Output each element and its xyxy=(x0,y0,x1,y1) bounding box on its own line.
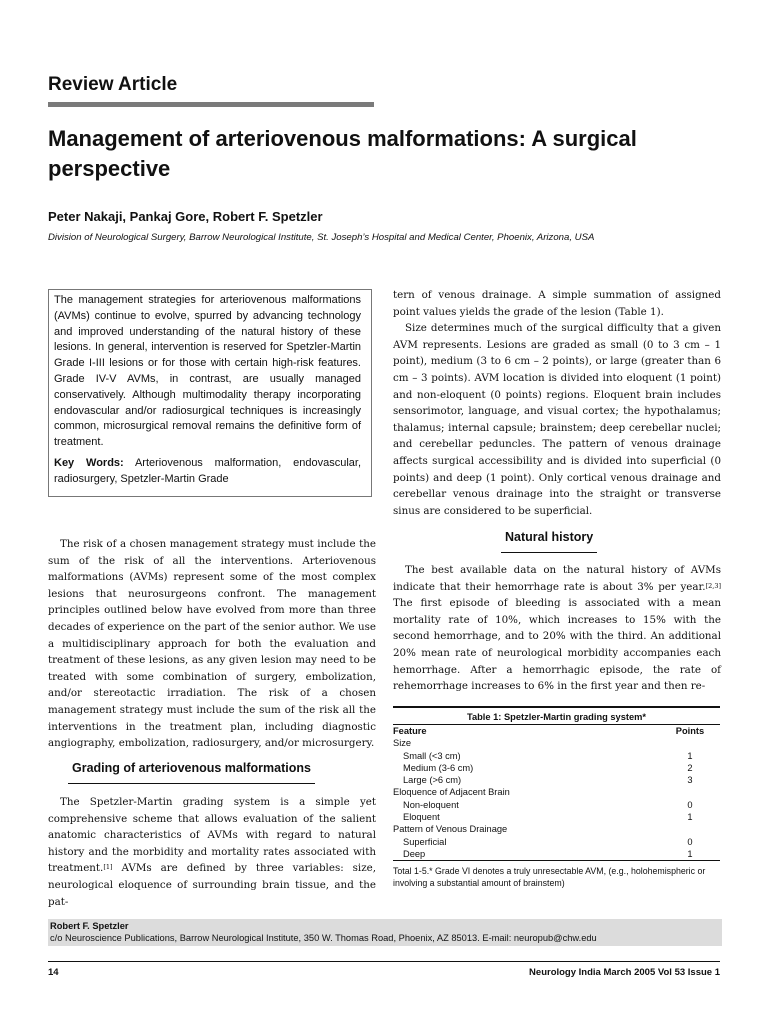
table-header-row xyxy=(393,725,720,737)
table-cell-feature: Eloquence of Adjacent Brain xyxy=(393,787,510,798)
table-body xyxy=(393,737,720,860)
table-cell-feature: Large (>6 cm) xyxy=(403,775,462,786)
table-cell-points xyxy=(660,786,720,798)
citation-ref: [1] xyxy=(103,863,113,872)
table-cell-feature: Non-eloquent xyxy=(403,799,459,810)
abstract-box xyxy=(48,289,372,497)
table-row xyxy=(393,823,720,835)
table-row xyxy=(393,811,720,823)
table-row xyxy=(393,750,720,762)
correspondence-name: Robert F. Spetzler xyxy=(50,921,129,931)
natural-history-column xyxy=(393,562,721,695)
table-row xyxy=(393,737,720,749)
natural-history-heading xyxy=(505,530,593,544)
table-row xyxy=(393,762,720,774)
intro-paragraph: The risk of a chosen management strategy must include the sum of the risk of all the interventions. Arteriovenous malformations (AVMs) represent some of the most complex lesions that neurosurgeons confront. The management principles outlined below have evolved from more than three decades of experience on the part of the senior author. We use a multidisciplinary approach for both the evaluation and treatment of these lesions, as any given lesion may need to be treated with some combination of surgery, embolization, and/or stereotactic irradiation. The risk of a chosen management strategy must include the sum of the risk all the interventions in the treatment plan, including diagnostic angiography, embolization, radiosurgery, and/or microsurgery. xyxy=(48,538,376,750)
table-header-points: Points xyxy=(675,726,705,736)
section-label: Review Article xyxy=(48,74,178,95)
table-cell-points: 0 xyxy=(687,836,693,847)
correspondence-box xyxy=(48,919,722,946)
table-row xyxy=(393,848,720,860)
grading-paragraph-1 xyxy=(48,794,376,910)
table-header-feature: Feature xyxy=(393,726,427,736)
footer-rule xyxy=(48,961,720,962)
natural-history-text-a: The best available data on the natural history of AVMs indicate that their hemorrhage rate is about 3% per year. xyxy=(393,564,721,593)
grading-text-b: AVMs are defined by three variables: size, neurological eloquence of surrounding brain tissue, and the pat- xyxy=(48,862,376,908)
table-cell-points: 0 xyxy=(687,799,693,810)
article-title: Management of arteriovenous malformations: A surgical perspective xyxy=(48,126,637,181)
natural-history-heading-text: Natural history xyxy=(505,530,594,544)
grading-table xyxy=(393,706,720,889)
grading-column-right xyxy=(393,287,721,519)
table-footnote: Total 1-5.* Grade VI denotes a truly unresectable AVM, (e.g., holohemispheric or involving a substantial amount of brainstem) xyxy=(393,866,706,889)
natural-history-text-b: The first episode of bleeding is associated with a mean mortality rate of 10%, which increases to 15% with the second hemorrhage, and to 20% with the third. An additional 20% mean rate of neurological morbidity accompanies each hemorrhage. After a hemorrhagic episode, the rate of rehemorrhage increases to 6% in the first year and then re- xyxy=(393,597,721,693)
grading-heading-text: Grading of arteriovenous malformations xyxy=(72,761,311,775)
table-cell-points: 3 xyxy=(687,775,693,786)
table-cell-points: 1 xyxy=(687,750,693,761)
table-row xyxy=(393,799,720,811)
heading-underline xyxy=(501,552,597,553)
table-cell-feature: Deep xyxy=(403,848,426,859)
table-row xyxy=(393,836,720,848)
grading-paragraph-1-cont: tern of venous drainage. A simple summation of assigned point values yields the grade of the lesion (Table 1). xyxy=(393,289,721,318)
table-cell-points: 1 xyxy=(687,848,693,859)
table-cell-points xyxy=(660,737,720,749)
table-cell-feature: Pattern of Venous Drainage xyxy=(393,824,508,835)
grading-paragraph-2: Size determines much of the surgical difficulty that a given AVM represents. Lesions are graded as small (0 to 3 cm – 1 point), medium (3 to 6 cm – 2 points), or large (greater than 6 cm – 3 points). AVM location is divided into eloquent (1 point) and non-eloquent (0 points) regions. Eloquent brain includes sensorimotor, language, and visual cortex; the hypothalamus; thalamus; internal capsule; brainstem; deep cerebellar nuclei; and cerebellar peduncles. The pattern of venous drainage affects surgical accessibility and is divided into superficial (0 points) and deep (1 point). Only cortical venous drainage and cerebellar venous drainage into the straight or transverse sinus are considered to be superficial. xyxy=(393,322,721,517)
journal-citation: Neurology India March 2005 Vol 53 Issue 1 xyxy=(529,967,720,978)
abstract-text: The management strategies for arteriovenous malformations (AVMs) continue to evolve, spurred by advancing technology and improved understanding of the natural history of these lesions. In general, intervention is reserved for Spetzler-Martin Grade I-III lesions or for those with certain high-risk features. Grade IV-V AVMs, in contrast, are usually managed conservatively. Although multimodality therapy incorporating endovascular and/or radiosurgical techniques is increasingly common, microsurgical removal remains the definitive form of treatment. xyxy=(54,294,361,449)
table-cell-feature: Medium (3-6 cm) xyxy=(403,762,474,773)
keywords xyxy=(54,456,361,488)
keywords-text: Arteriovenous malformation, endovascular, radiosurgery, Spetzler-Martin Grade xyxy=(54,456,361,485)
keywords-label: Key Words: xyxy=(54,456,124,469)
table-cell-points: 1 xyxy=(687,812,693,823)
table-cell-feature: Superficial xyxy=(403,836,447,847)
table-row xyxy=(393,774,720,786)
table-cell-feature: Size xyxy=(393,738,412,749)
correspondence-address: c/o Neuroscience Publications, Barrow Neurological Institute, 350 W. Thomas Road, Phoenix, AZ 85013. E-mail: neuropub@chw.edu xyxy=(50,932,597,943)
grading-heading xyxy=(72,761,311,775)
table-row xyxy=(393,786,720,798)
page-number: 14 xyxy=(48,967,59,978)
table-cell-points: 2 xyxy=(687,762,693,773)
table-cell-feature: Small (<3 cm) xyxy=(403,750,461,761)
grading-column-left xyxy=(48,794,376,910)
table-cell-points xyxy=(660,823,720,835)
author-list: Peter Nakaji, Pankaj Gore, Robert F. Spetzler xyxy=(48,209,323,224)
table-caption: Table 1: Spetzler-Martin grading system* xyxy=(466,712,647,722)
section-label-bar xyxy=(48,102,374,107)
natural-history-paragraph xyxy=(393,562,721,695)
intro-column xyxy=(48,536,376,752)
author-affiliation: Division of Neurological Surgery, Barrow Neurological Institute, St. Joseph’s Hospital and Medical Center, Phoenix, Arizona, USA xyxy=(48,232,595,243)
heading-underline xyxy=(68,783,315,784)
grading-text-a: The Spetzler-Martin grading system is a simple yet comprehensive scheme that allows evaluation of the salient anatomic characteristics of AVMs with regard to natural history and the morbidity and mortality rates associated with treatment. xyxy=(48,796,376,875)
citation-ref: [2,3] xyxy=(705,581,721,590)
table-cell-feature: Eloquent xyxy=(403,812,440,823)
